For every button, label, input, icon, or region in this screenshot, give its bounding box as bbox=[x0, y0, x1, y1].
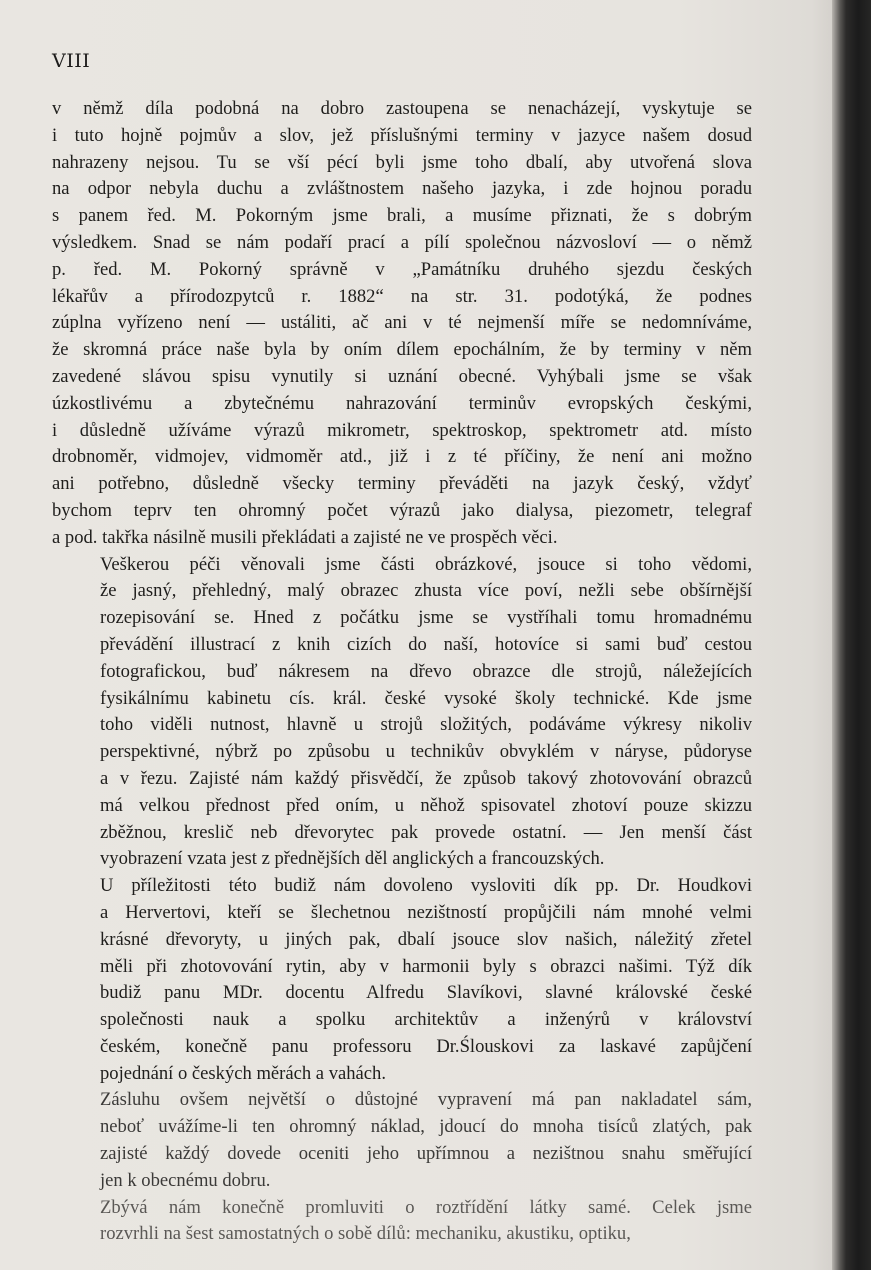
text-line: perspektivné, nýbrž po způsobu u technikův obvyklém v náryse, půdoryse bbox=[100, 741, 752, 763]
body-text bbox=[52, 96, 752, 1248]
text-line: krásné dřevoryty, u jiných pak, dbalí jsouce slov našich, náležitý zřetel bbox=[100, 928, 752, 950]
text-line: nahrazeny nejsou. Tu se vší pécí byli jsme toho dbalí, aby utvořená slova bbox=[52, 151, 752, 173]
text-line: i důsledně užíváme výrazů mikrometr, spektroskop, spektrometr atd. místo bbox=[52, 419, 752, 441]
text-line: lékařův a přírodozpytců r. 1882“ na str. 31. podotýká, že podnes bbox=[52, 285, 752, 307]
text-line: i tuto hojně pojmův a slov, jež příslušnými terminy v jazyce našem dosud bbox=[52, 124, 752, 146]
text-line: neboť uvážíme-li ten ohromný náklad, jdoucí do mnoha tisíců zlatých, pak bbox=[100, 1116, 752, 1138]
text-line: toho viděli nutnost, hlavně u strojů složitých, podáváme výkresy nikoliv bbox=[100, 714, 752, 736]
text-line: zavedené slávou spisu vynutily si uznání obecné. Vyhýbali jsme se však bbox=[52, 365, 752, 387]
text-line: fotografickou, buď nákresem na dřevo obrazce dle strojů, náležejících bbox=[100, 660, 752, 682]
text-line: vyobrazení vzata jest z přednějších děl anglických a francouzských. bbox=[100, 848, 605, 870]
book-spine-shadow bbox=[832, 0, 871, 1270]
text-line: zajisté každý dovede oceniti jeho upřímnou a nezištnou snahu směřující bbox=[100, 1143, 752, 1165]
text-line: jen k obecnému dobru. bbox=[100, 1169, 271, 1191]
text-line: měli při zhotovování rytin, aby v harmonii byly s obrazci našimi. Týž dík bbox=[100, 955, 752, 977]
text-line: fysikálnímu kabinetu cís. král. české vysoké školy technické. Kde jsme bbox=[100, 687, 752, 709]
paragraph bbox=[52, 1195, 752, 1249]
text-line: ani potřebno, důsledně všecky terminy převáděti na jazyk český, vždyť bbox=[52, 473, 752, 495]
text-line: Zásluhu ovšem největší o důstojné vypravení má pan nakladatel sám, bbox=[100, 1089, 752, 1111]
text-line: úzkostlivému a zbytečnému nahrazování terminův evropských českými, bbox=[52, 392, 752, 414]
text-line: zběžnou, kreslič neb dřevorytec pak provede ostatní. — Jen menší část bbox=[100, 821, 752, 843]
paragraph bbox=[52, 873, 752, 1087]
text-line: bychom teprv ten ohromný počet výrazů jako dialysa, piezometr, telegraf bbox=[52, 499, 752, 521]
text-line: Veškerou péči věnovali jsme části obrázkové, jsouce si toho vědomi, bbox=[100, 553, 752, 575]
text-line: U příležitosti této budiž nám dovoleno vysloviti dík pp. Dr. Houdkovi bbox=[100, 875, 752, 897]
text-line: p. řed. M. Pokorný správně v „Památníku druhého sjezdu českých bbox=[52, 258, 752, 280]
paragraph bbox=[52, 552, 752, 874]
text-line: a Hervertovi, kteří se šlechetnou nezištností propůjčili nám mnohé velmi bbox=[100, 901, 752, 923]
text-line: výsledkem. Snad se nám podaří prací a pílí společnou názvosloví — o němž bbox=[52, 231, 752, 253]
paragraph bbox=[52, 96, 752, 552]
text-line: českém, konečně panu professoru Dr.Ślouskovi za laskavé zapůjčení bbox=[100, 1035, 752, 1057]
text-line: zúplna vyřízeno není — ustáliti, ač ani v té nejmenší míře se nedomníváme, bbox=[52, 312, 752, 334]
text-line: drobnoměr, vidmojev, vidmoměr atd., již i z té příčiny, že není ani možno bbox=[52, 446, 752, 468]
paragraph bbox=[52, 1087, 752, 1194]
text-line: rozepisování se. Hned z počátku jsme se vystříhali tomu hromadnému bbox=[100, 607, 752, 629]
text-line: s panem řed. M. Pokorným jsme brali, a musíme přiznati, že s dobrým bbox=[52, 205, 752, 227]
text-line: že jasný, přehledný, malý obrazec zhusta více poví, nežli sebe obšírnější bbox=[100, 580, 752, 602]
text-line: pojednání o českých měrách a vahách. bbox=[100, 1062, 387, 1084]
text-line: budiž panu MDr. docentu Alfredu Slavíkovi, slavné královské české bbox=[100, 982, 752, 1004]
text-line: rozvrhli na šest samostatných o sobě dílů: mechaniku, akustiku, optiku, bbox=[100, 1223, 631, 1245]
text-line: převádění illustrací z knih cizích do naší, hotovíce si sami buď cestou bbox=[100, 633, 752, 655]
text-line: má velkou přednost před oním, u něhož spisovatel zhotoví pouze skizzu bbox=[100, 794, 752, 816]
text-line: a v řezu. Zajisté nám každý přisvědčí, že způsob takový zhotovování obrazců bbox=[100, 767, 752, 789]
text-line: na odpor nebyla duchu a zvláštnostem našeho jazyka, i zde hojnou poradu bbox=[52, 178, 752, 200]
text-line: a pod. takřka násilně musili překládati a zajisté ne ve prospěch věci. bbox=[52, 526, 558, 548]
text-line: společnosti nauk a spolku architektův a inženýrů v království bbox=[100, 1009, 752, 1031]
text-line: Zbývá nám konečně promluviti o roztřídění látky samé. Celek jsme bbox=[100, 1196, 752, 1218]
page-number: VIII bbox=[52, 50, 91, 72]
text-line: že skromná práce naše byla by oním dílem epochálním, že by terminy v něm bbox=[52, 339, 752, 361]
text-line: v němž díla podobná na dobro zastoupena se nenacházejí, vyskytuje se bbox=[52, 98, 752, 119]
